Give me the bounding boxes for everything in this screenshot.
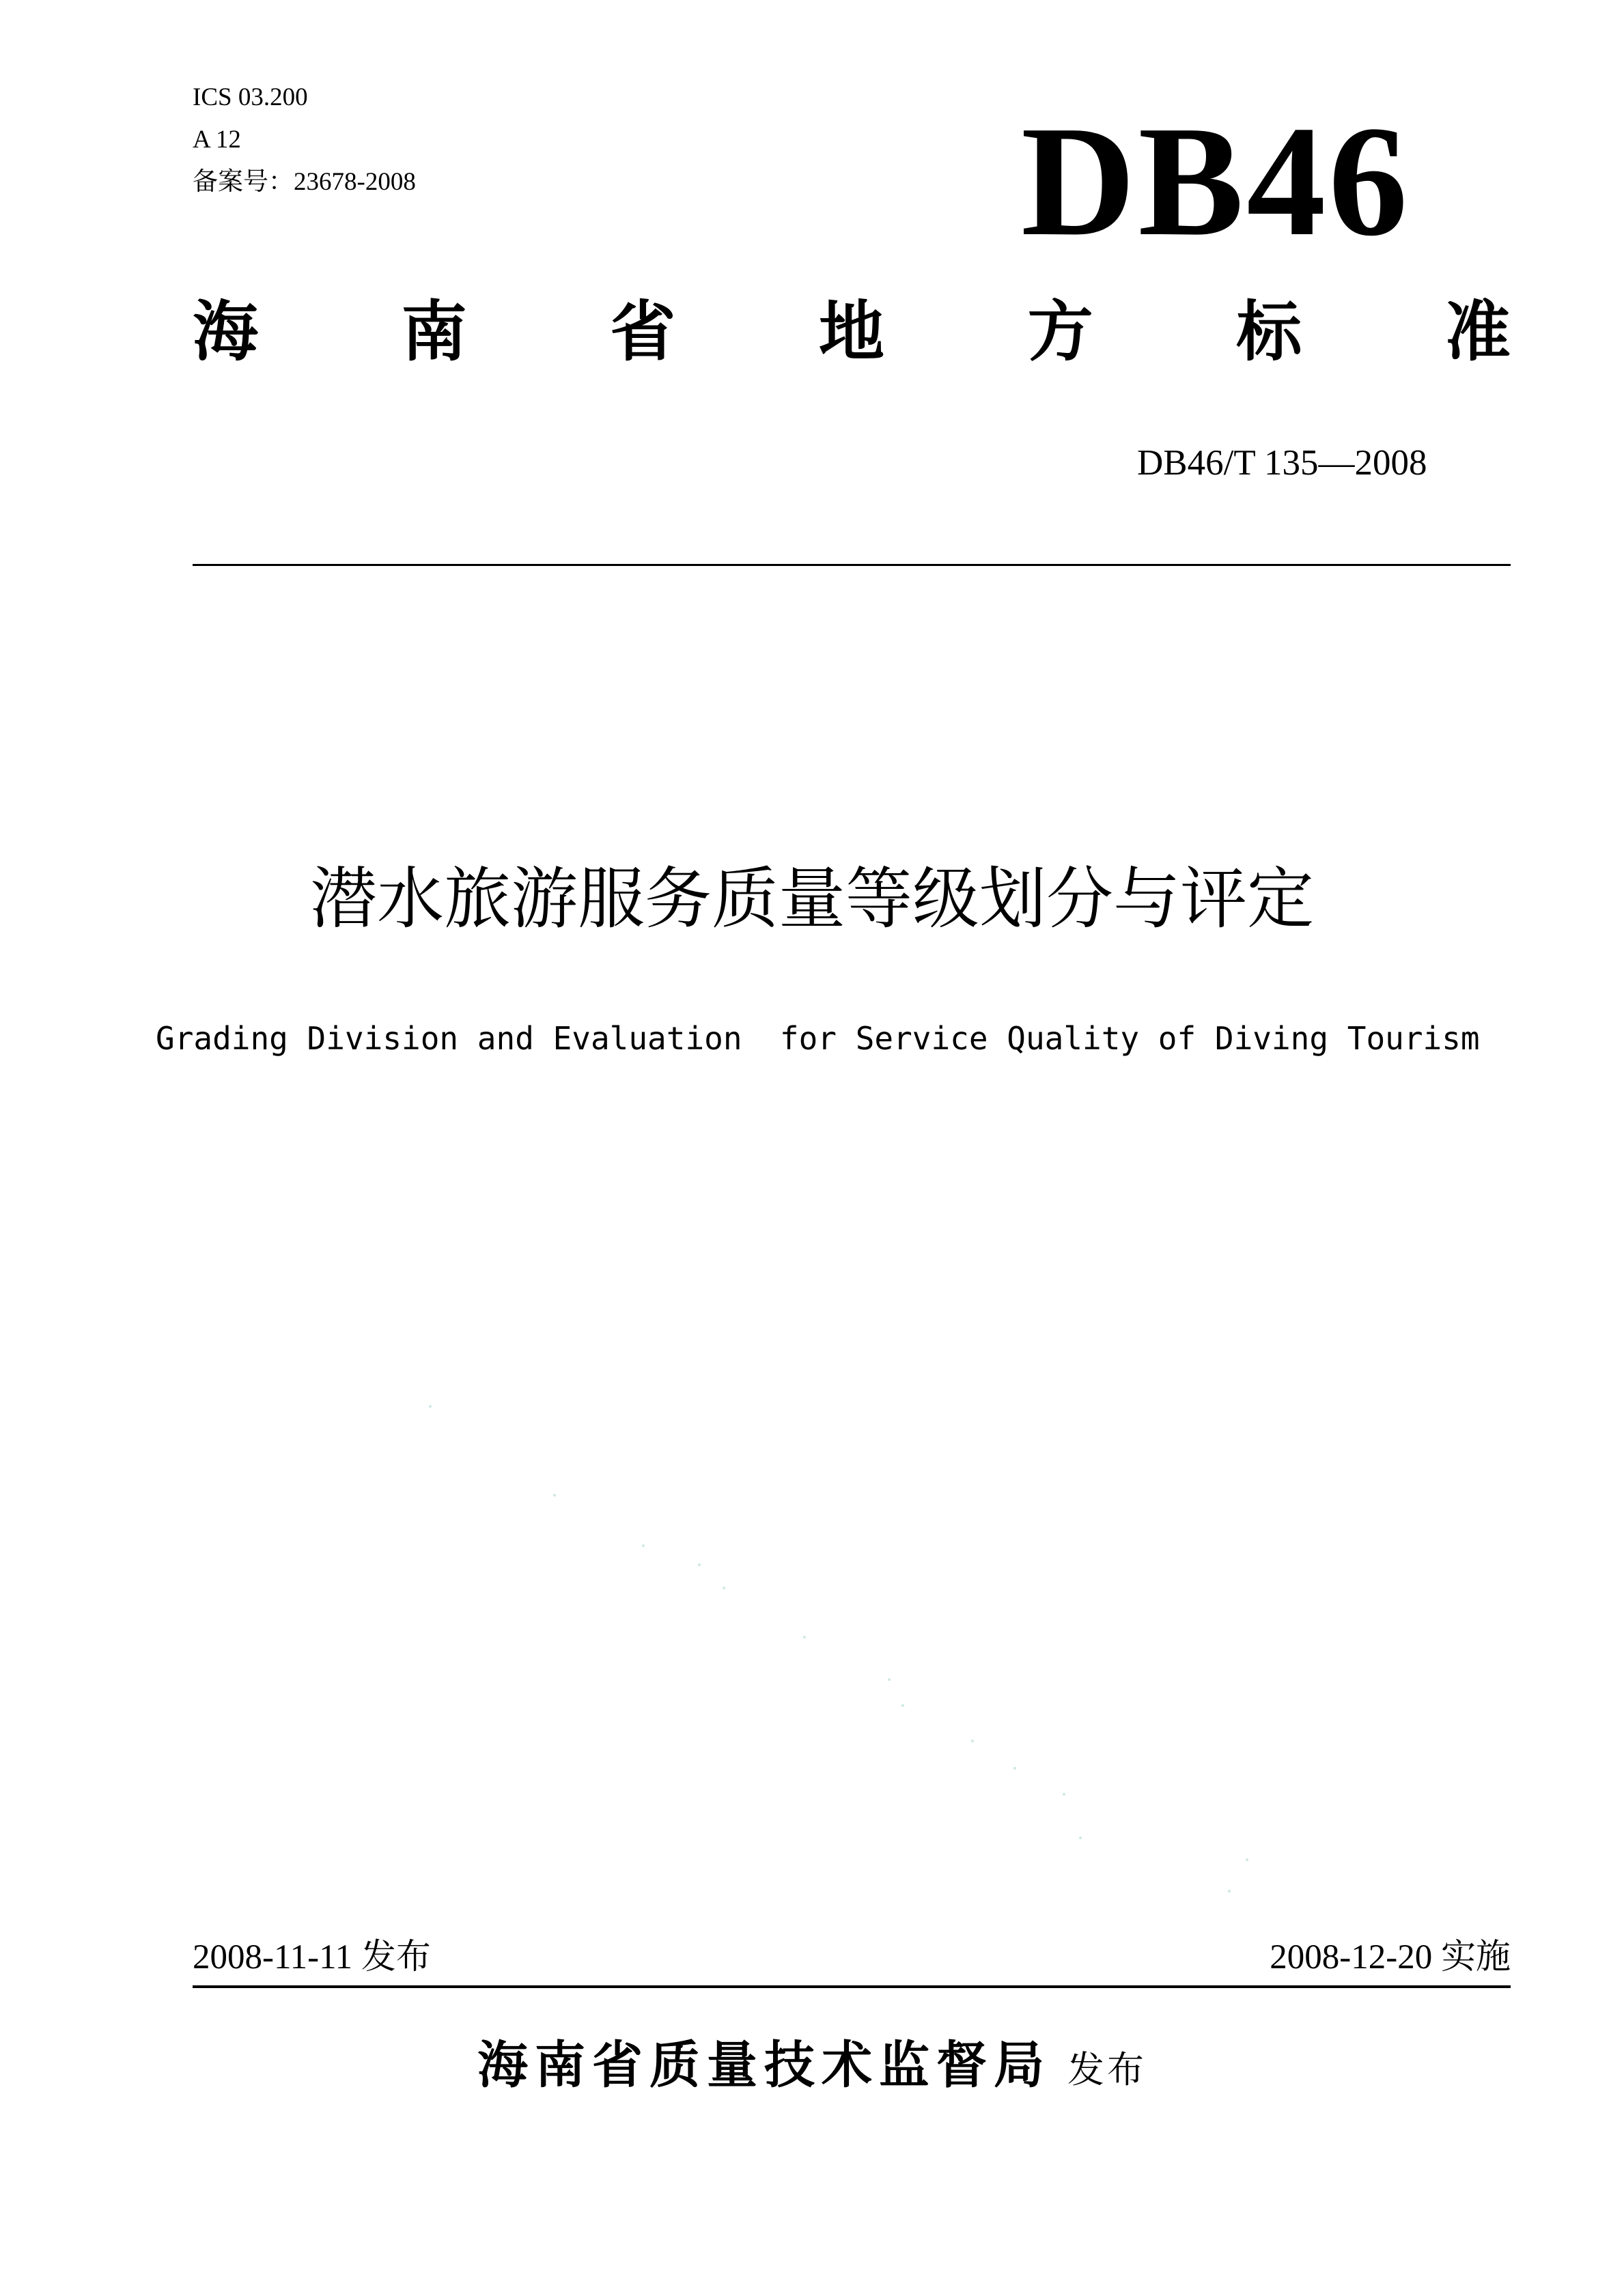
speck — [803, 1636, 806, 1639]
classification-code: A 12 — [193, 126, 241, 154]
publisher-line — [0, 2036, 1624, 2095]
bottom-divider — [193, 1985, 1511, 1988]
speck — [553, 1494, 556, 1497]
speck — [901, 1704, 904, 1707]
standard-type-char: 标 — [1236, 294, 1302, 370]
speck — [723, 1587, 725, 1589]
title-english: Grading Division and Evaluation for Service Quality of Diving Tourism — [156, 1020, 1480, 1057]
standard-type-char: 省 — [610, 294, 676, 370]
standard-type-char: 海 — [193, 294, 258, 370]
title-chinese: 潜水旅游服务质量等级划分与评定 — [309, 860, 1314, 938]
speck — [1013, 1767, 1016, 1770]
standard-code-logo: DB46 — [1021, 94, 1411, 269]
effective-date: 2008-12-20 实施 — [1270, 1938, 1511, 1976]
top-divider — [193, 564, 1511, 566]
standard-type-char: 地 — [818, 294, 884, 370]
standard-type-char: 南 — [401, 294, 467, 370]
filing-number: 备案号：23678-2008 — [193, 168, 416, 196]
issue-date: 2008-11-11 发布 — [193, 1938, 431, 1976]
standard-type-char: 准 — [1444, 294, 1511, 370]
standard-number: DB46/T 135—2008 — [1137, 443, 1427, 483]
ics-code: ICS 03.200 — [193, 83, 308, 111]
publisher-suffix: 发布 — [1067, 2048, 1147, 2091]
speck — [429, 1405, 432, 1408]
speck — [1246, 1858, 1248, 1861]
speck — [642, 1544, 645, 1547]
speck — [1063, 1793, 1065, 1796]
speck — [971, 1740, 974, 1742]
speck — [698, 1563, 701, 1566]
standard-type-char: 方 — [1027, 294, 1093, 370]
standard-type-heading — [193, 294, 1511, 370]
speck — [1079, 1837, 1082, 1839]
speck — [888, 1678, 891, 1681]
publisher-name: 海南省质量技术监督局 — [477, 2036, 1051, 2095]
speck — [1228, 1890, 1231, 1893]
